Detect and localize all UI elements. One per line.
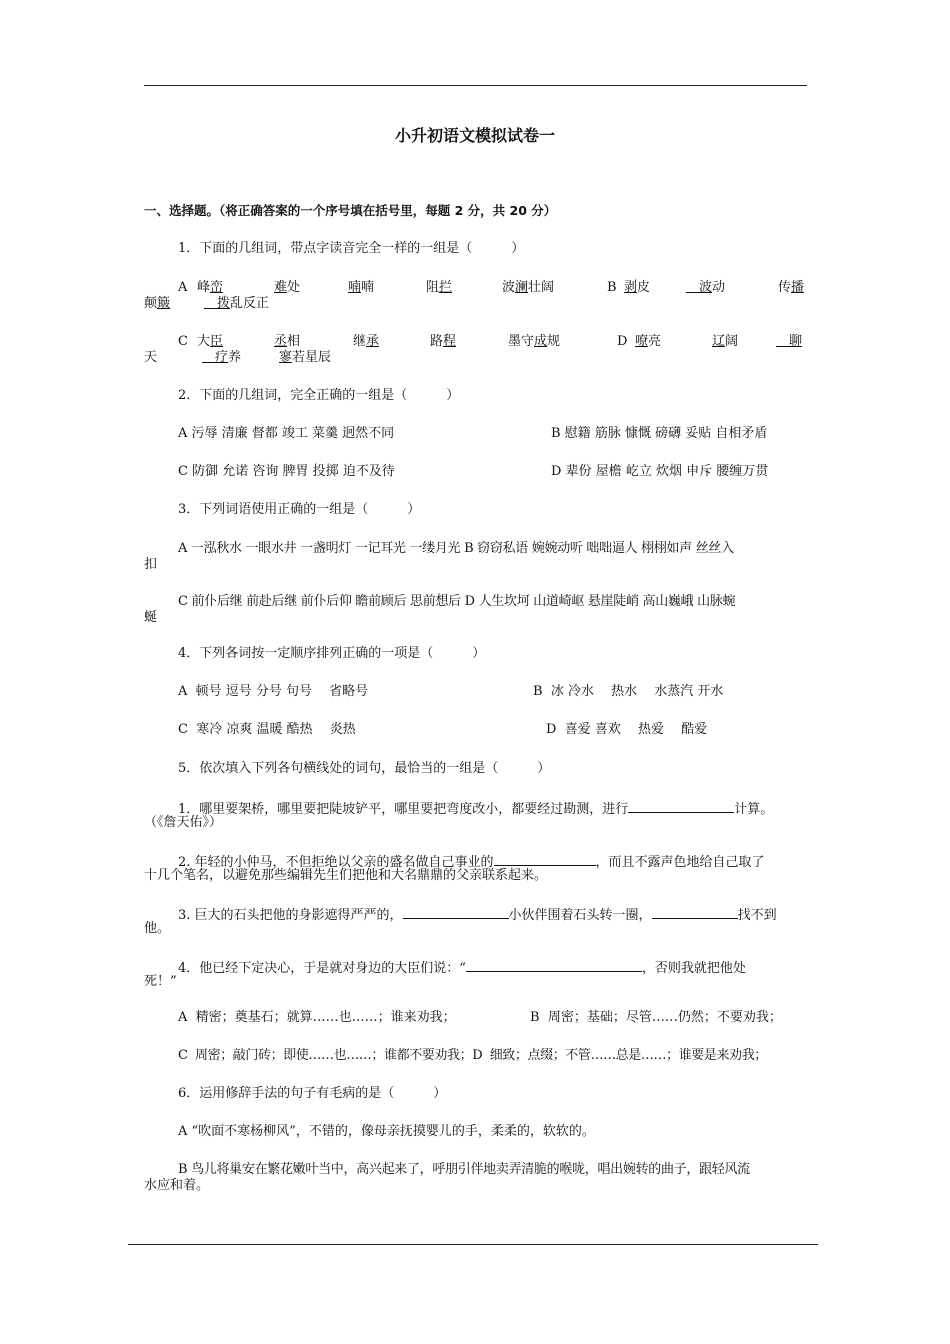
q4-option-c: C 寒冷 凉爽 温暖 酷热 炎热 <box>178 722 356 737</box>
q1-option-b-label: B <box>607 280 617 295</box>
q5-sentence-4-cont: 死！” <box>144 974 177 989</box>
q1-a-word: 峰峦 <box>197 280 224 295</box>
q5-sentence-4 <box>178 958 746 977</box>
q2-option-c: C 防御 允诺 咨询 脾胃 投掷 迫不及待 <box>178 464 395 479</box>
q6-option-a: A “吹面不寒杨柳风”，不错的，像母亲抚摸婴儿的手，柔柔的，软软的。 <box>178 1124 595 1139</box>
q1-b-word: 剥皮 <box>624 280 651 295</box>
q1-c-word: 丞相 <box>274 334 301 349</box>
q1-a-word: 难处 <box>274 280 301 295</box>
q1-c-word: 大臣 <box>197 334 224 349</box>
q6-option-b: B 鸟儿将巢安在繁花嫩叶当中，高兴起来了，呼朋引伴地卖弄清脆的喉咙，唱出婉转的曲子，跟轻风流 <box>178 1162 750 1177</box>
q1-d-word: 天 <box>144 350 158 365</box>
q5-s3-text-mid: 小伙伴围着石头转一圈， <box>508 908 652 923</box>
q5-s1-text-end: 计算。 <box>734 802 774 817</box>
fill-blank[interactable] <box>494 852 596 866</box>
fill-blank[interactable] <box>652 905 738 919</box>
question-1-stem: 1．下面的几组词，带点字读音完全一样的一组是（ ） <box>178 241 525 256</box>
question-6-stem: 6．运用修辞手法的句子有毛病的是（ ） <box>178 1086 447 1101</box>
q2-option-d: D 辈份 屋檐 屹立 炊烟 申斥 腰缠万贯 <box>551 464 769 479</box>
q4-option-b: B 冰 冷水 热水 水蒸汽 开水 <box>533 684 724 699</box>
q1-d-word: 寥若星辰 <box>279 350 332 365</box>
q5-sentence-3 <box>178 905 777 924</box>
q5-option-a: A 精密；奠基石；就算……也……；谁来劝我； <box>178 1010 456 1025</box>
q1-c-word: 路程 <box>430 334 457 349</box>
q1-d-word: 疗养 <box>202 350 242 365</box>
q5-s3-text-end: 找不到 <box>737 908 777 923</box>
fill-blank[interactable] <box>403 905 509 919</box>
page-title: 小升初语文模拟试卷一 <box>394 126 555 145</box>
question-2-stem: 2．下面的几组词，完全正确的一组是（ ） <box>178 388 460 403</box>
q1-option-d-label: D <box>617 334 628 349</box>
q1-d-word: 嘹亮 <box>635 334 662 349</box>
q1-b-word: 颠簸 <box>144 296 171 311</box>
q1-option-a-label: A <box>178 280 188 295</box>
q4-option-a: A 顿号 逗号 分号 句号 省略号 <box>178 684 369 699</box>
q3-option-cd: C 前仆后继 前赴后继 前仆后仰 瞻前顾后 思前想后 D 人生坎坷 山道崎岖 悬崖陡峭 高山巍峨 山脉蜿 <box>178 594 736 609</box>
q5-s4-text-end: ，否则我就把他处 <box>641 961 746 976</box>
q2-option-a: A 污辱 清廉 督都 竣工 菜羹 迥然不同 <box>178 426 395 441</box>
footer-rule <box>128 1244 818 1245</box>
header-rule <box>144 85 807 86</box>
fill-blank[interactable] <box>628 799 734 813</box>
q1-a-word: 波澜壮阔 <box>502 280 555 295</box>
q1-a-word: 喃喃 <box>348 280 375 295</box>
q5-s4-text: 4．他已经下定决心，于是就对身边的大臣们说：“ <box>178 961 466 976</box>
q5-s2-text: 2. 年轻的小仲马，不但拒绝以父亲的盛名做自己事业的 <box>178 855 494 870</box>
q1-d-word: 辽阔 <box>712 334 739 349</box>
q1-b-word: 波动 <box>686 280 726 295</box>
q1-c-word: 继承 <box>353 334 380 349</box>
q5-sentence-3-cont: 他。 <box>144 921 171 936</box>
q1-b-word: 拨乱反正 <box>204 296 270 311</box>
q6-option-b-cont: 水应和着。 <box>144 1178 210 1193</box>
q3-option-ab: A 一泓秋水 一眼水井 一盏明灯 一记耳光 一缕月光 B 窃窃私语 婉婉动听 咄咄逼人 栩栩如声 丝丝入 <box>178 541 734 556</box>
q1-c-word: 墨守成规 <box>508 334 561 349</box>
q5-sentence-1-source: （《詹天佑》） <box>144 815 223 830</box>
question-4-stem: 4．下列各词按一定顺序排列正确的一项是（ ） <box>178 646 486 661</box>
q5-s2-text-end: ，而且不露声色地给自己取了 <box>595 855 765 870</box>
section-heading: 一、选择题。（将正确答案的一个序号填在括号里，每题 2 分，共 20 分） <box>144 203 557 218</box>
q1-option-c-label: C <box>178 334 188 349</box>
q5-sentence-2-cont: 十几个笔名，以避免那些编辑先生们把他和大名鼎鼎的父亲联系起来。 <box>144 868 548 883</box>
q1-b-word: 传播 <box>778 280 805 295</box>
fill-blank[interactable] <box>466 958 642 972</box>
q1-a-word: 阻拦 <box>426 280 453 295</box>
q3-option-cd-cont: 蜒 <box>144 610 158 625</box>
q1-d-word: 聊 <box>776 334 803 349</box>
q5-s3-text: 3. 巨大的石头把他的身影遮得严严的， <box>178 908 403 923</box>
q2-option-b: B 慰籍 筋脉 慷慨 磅礴 妥贴 自相矛盾 <box>551 426 768 441</box>
q3-option-ab-cont: 扣 <box>144 557 158 572</box>
q5-sentence-1 <box>178 799 773 818</box>
q5-option-cd: C 周密；敲门砖；即使……也……；谁都不要劝我；D 细致；点缀；不管……总是……；谁要是来劝我； <box>178 1048 767 1063</box>
question-5-stem: 5．依次填入下列各句横线处的词句，最恰当的一组是（ ） <box>178 761 551 776</box>
q4-option-d: D 喜爱 喜欢 热爱 酷爱 <box>546 722 708 737</box>
q5-option-b: B 周密；基础；尽管……仍然；不要劝我； <box>530 1010 782 1025</box>
q5-s1-text: 1．哪里要架桥，哪里要把陡坡铲平，哪里要把弯度改小，都要经过勘测，进行 <box>178 802 629 817</box>
question-3-stem: 3．下列词语使用正确的一组是（ ） <box>178 502 421 517</box>
